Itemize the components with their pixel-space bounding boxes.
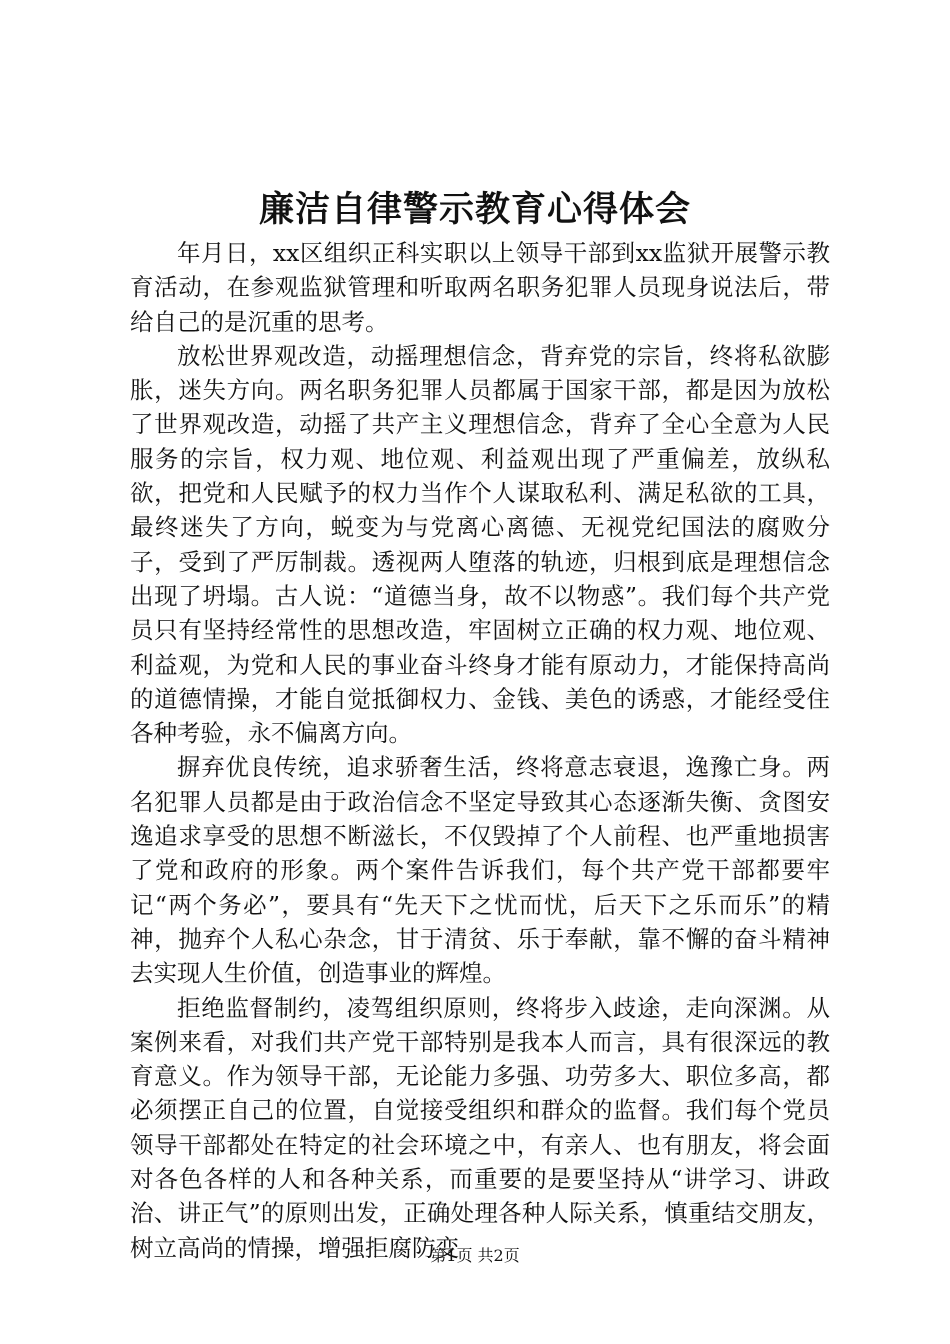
paragraph-1: 年月日，xx区组织正科实职以上领导干部到xx监狱开展警示教育活动，在参观监狱管理和听取两名职务犯罪人员现身说法后，带给自己的是沉重的思考。 <box>130 239 830 336</box>
page-number-label: 第1页 共2页 <box>430 1246 520 1265</box>
page-footer <box>0 1245 950 1267</box>
paragraph-2: 放松世界观改造，动摇理想信念，背弃党的宗旨，终将私欲膨胀，迷失方向。两名职务犯罪人员都属于国家干部，都是因为放松了世界观改造，动摇了共产主义理想信念，背弃了全心全意为人民服务的宗旨，权力观、地位观、利益观出现了严重偏差，放纵私欲，把党和人民赋予的权力当作个人谋取私利、满足私欲的工具，最终迷失了方向，蜕变为与党离心离德、无视党纪国法的腐败分子，受到了严厉制裁。透视两人堕落的轨迹，归根到底是理想信念出现了坍塌。古人说：“道德当身，故不以物惑”。我们每个共产党员只有坚持经常性的思想改造，牢固树立正确的权力观、地位观、利益观，为党和人民的事业奋斗终身才能有原动力，才能保持高尚的道德情操，才能自觉抵御权力、金钱、美色的诱惑，才能经受住各种考验，永不偏离方向。 <box>130 341 830 748</box>
paragraph-3: 摒弃优良传统，追求骄奢生活，终将意志衰退，逸豫亡身。两名犯罪人员都是由于政治信念不坚定导致其心态逐渐失衡、贪图安逸追求享受的思想不断滋长，不仅毁掉了个人前程、也严重地损害了党和政府的形象。两个案件告诉我们，每个共产党干部都要牢记“两个务必”，要具有“先天下之忧而忧，后天下之乐而乐”的精神，抛弃个人私心杂念，甘于清贫、乐于奉献，靠不懈的奋斗精神去实现人生价值，创造事业的辉煌。 <box>130 753 830 988</box>
paragraph-4: 拒绝监督制约，凌驾组织原则，终将步入歧途，走向深渊。从案例来看，对我们共产党干部特别是我本人而言，具有很深远的教育意义。作为领导干部，无论能力多强、功劳多大、职位多高，都必须摆正自己的位置，自觉接受组织和群众的监督。我们每个党员领导干部都处在特定的社会环境之中，有亲人、也有朋友，将会面对各色各样的人和各种关系，而重要的是要坚持从“讲学习、讲政治、讲正气”的原则出发，正确处理各种人际关系，慎重结交朋友，树立高尚的情操，增强拒腐防变 <box>130 993 830 1262</box>
document-title: 廉洁自律警示教育心得体会 <box>258 189 691 230</box>
document-body <box>130 236 830 1265</box>
